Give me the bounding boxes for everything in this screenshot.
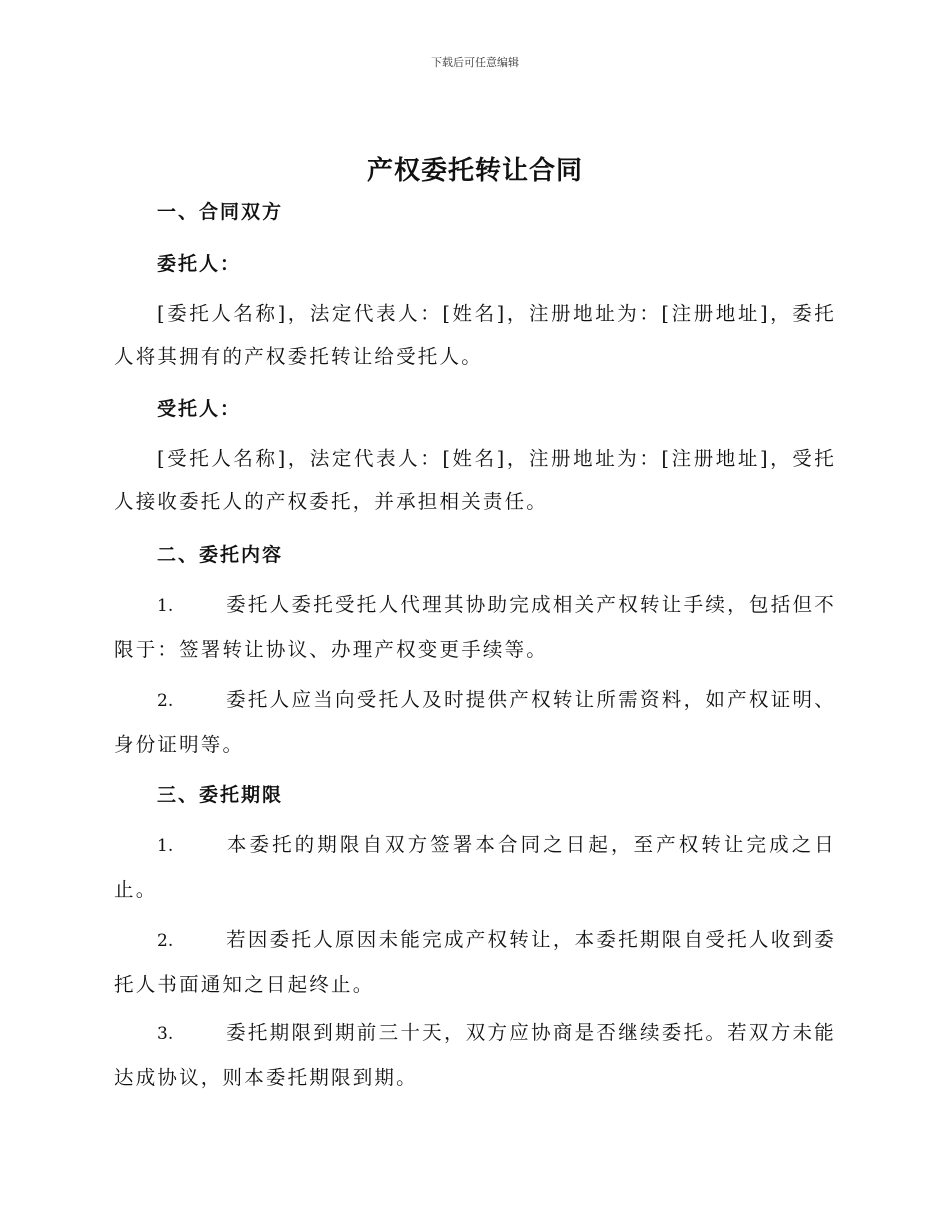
list-item	[114, 918, 836, 1006]
list-item-text: 本委托的期限自双方签署本合同之日起，至产权转让完成之日止。	[114, 833, 836, 901]
list-item-number: 3.	[157, 1024, 174, 1044]
list-item-text: 委托人委托受托人代理其协助完成相关产权转让手续，包括但不限于：签署转让协议、办理产权变更手续等。	[114, 593, 836, 661]
principal-label: 委托人：	[157, 253, 242, 275]
list-item	[114, 823, 836, 911]
section-2-heading: 二、委托内容	[157, 544, 284, 566]
list-item-text: 委托人应当向受托人及时提供产权转让所需资料，如产权证明、身份证明等。	[114, 688, 836, 756]
header-note: 下载后可任意编辑	[431, 56, 519, 69]
agent-paragraph: [受托人名称]，法定代表人：[姓名]，注册地址为：[注册地址]，受托人接收委托人的产权委托，并承担相关责任。	[114, 447, 836, 513]
section-3-heading: 三、委托期限	[157, 784, 284, 806]
list-item-number: 2.	[157, 691, 174, 711]
list-item	[114, 583, 836, 671]
list-item-text: 若因委托人原因未能完成产权转让，本委托期限自受托人收到委托人书面通知之日起终止。	[114, 928, 836, 996]
list-item-number: 2.	[157, 931, 174, 951]
section-1-heading: 一、合同双方	[157, 201, 284, 223]
list-item	[114, 1011, 836, 1099]
document-title: 产权委托转让合同	[366, 156, 583, 186]
list-item	[114, 678, 836, 766]
agent-label: 受托人：	[157, 398, 242, 420]
principal-paragraph: [委托人名称]，法定代表人：[姓名]，注册地址为：[注册地址]，委托人将其拥有的产权委托转让给受托人。	[114, 302, 836, 368]
list-item-text: 委托期限到期前三十天，双方应协商是否继续委托。若双方未能达成协议，则本委托期限到期。	[114, 1021, 836, 1089]
list-item-number: 1.	[157, 836, 174, 856]
list-item-number: 1.	[157, 596, 174, 616]
